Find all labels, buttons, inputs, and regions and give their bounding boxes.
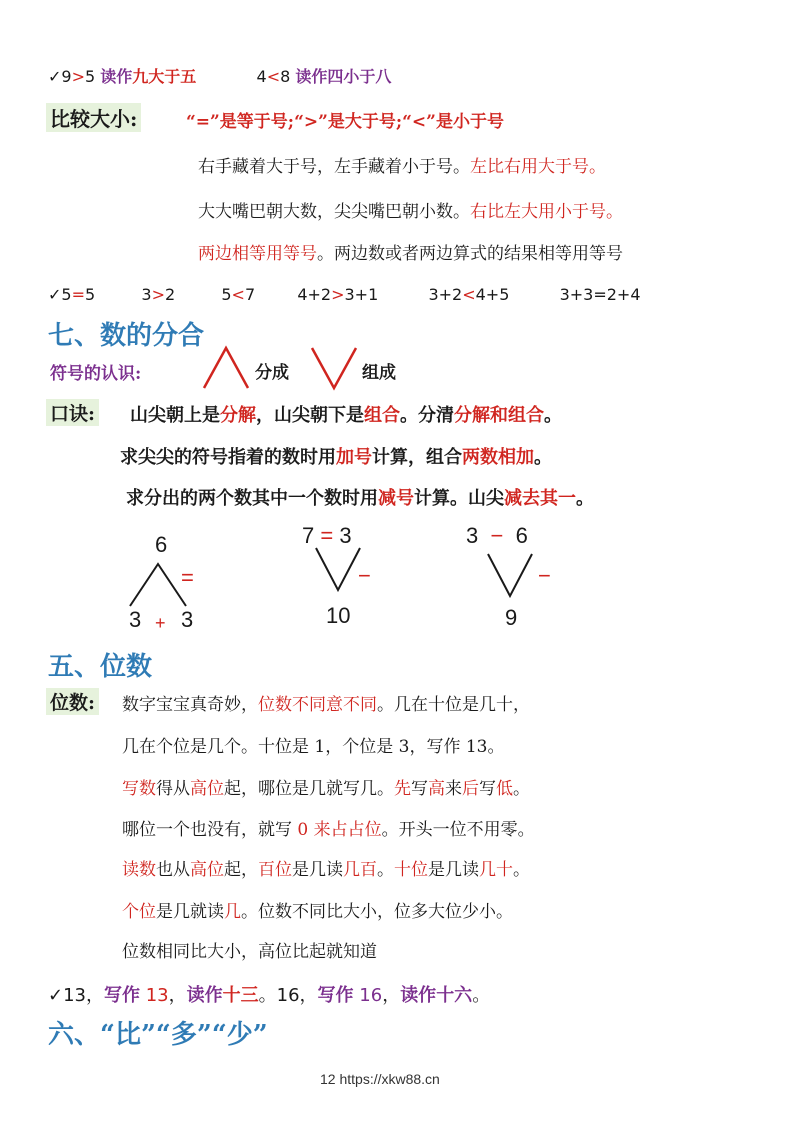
examples-line: ✓5=5 3>2 5<7 4+2>3+1 3+2<4+5 3+3=2+4 bbox=[48, 285, 641, 304]
rhyme-label: 口诀: bbox=[46, 399, 99, 426]
rhyme-line-1: 山尖朝上是分解，山尖朝下是组合。分清分解和组合。 bbox=[130, 405, 562, 426]
check-icon: ✓ bbox=[48, 285, 62, 304]
diagram-2-left: 7 = 3 bbox=[302, 523, 352, 548]
page-footer bbox=[320, 1071, 440, 1087]
check-icon: ✓ bbox=[48, 985, 64, 1006]
rhyme-line-3: 求分出的两个数其中一个数时用减号计算。山尖减去其一。 bbox=[126, 488, 594, 509]
split-text: 分成 bbox=[255, 363, 289, 383]
compare-rule-3: 两边相等用等号。两边数或者两边算式的结果相等用等号 bbox=[198, 244, 623, 264]
symbol-label: 符号的认识: bbox=[50, 364, 142, 384]
digits-line-2: 几在个位是几个。十位是 1，个位是 3，写作 13。 bbox=[122, 737, 505, 757]
diagram-1-left: 3 bbox=[129, 607, 142, 632]
diagram-1-top: 6 bbox=[155, 532, 168, 557]
check-icon: ✓ bbox=[48, 67, 62, 86]
compare-label: 比较大小: bbox=[46, 103, 141, 132]
digits-line-3: 写数得从高位起，哪位是几就写几。先写高来后写低。 bbox=[122, 779, 530, 799]
diagram-1-right: 3 bbox=[181, 607, 194, 632]
diagram-3-combine-icon bbox=[486, 552, 538, 598]
line-top: ✓9>5 读作九大于五 4<8 读作四小于八 bbox=[48, 67, 392, 86]
digits-line-1: 数字宝宝真奇妙，位数不同意不同。几在十位是几十， bbox=[122, 695, 530, 715]
diagram-3-top: 3 − 6 bbox=[466, 523, 528, 548]
digits-line-6: 个位是几就读几。位数不同比大小，位多大位少小。 bbox=[122, 902, 513, 922]
footer-url: https://xkw88.cn bbox=[339, 1071, 440, 1087]
digits-line-7: 位数相同比大小，高位比起就知道 bbox=[122, 942, 377, 962]
compare-rule-2: 大大嘴巴朝大数，尖尖嘴巴朝小数。右比左大用小于号。 bbox=[198, 202, 623, 222]
digits-line-4: 哪位一个也没有，就写 0 来占占位。开头一位不用零。 bbox=[122, 820, 535, 840]
diagram-2-minus: − bbox=[358, 563, 371, 588]
diagram-2-bottom: 10 bbox=[326, 603, 351, 628]
split-symbol-icon bbox=[202, 344, 254, 390]
compare-rule-1: 右手藏着大于号，左手藏着小于号。左比右用大于号。 bbox=[198, 157, 606, 177]
page-number: 12 bbox=[320, 1071, 336, 1087]
rhyme-line-2: 求尖尖的符号指着的数时用加号计算，组合两数相加。 bbox=[120, 447, 552, 468]
compare-desc: “=”是等于号;“>”是大于号;“<”是小于号 bbox=[186, 112, 504, 132]
section-6-title: 六、“比”“多”“少” bbox=[48, 1020, 268, 1050]
digits-line-5: 读数也从高位起，百位是几读几百。十位是几读几十。 bbox=[122, 860, 530, 880]
example-13-16: ✓13，写作 13，读作十三。16，写作 16，读作十六。 bbox=[48, 985, 491, 1006]
combine-symbol-icon bbox=[310, 344, 362, 390]
diagram-1-equals: = bbox=[181, 565, 194, 590]
diagram-3-minus: − bbox=[538, 563, 551, 588]
diagram-1-plus: + bbox=[155, 613, 166, 633]
section-5-title: 五、位数 bbox=[48, 652, 153, 682]
diagram-3-bottom: 9 bbox=[505, 605, 518, 630]
section-7-title: 七、数的分合 bbox=[48, 321, 205, 351]
combine-text: 组成 bbox=[362, 363, 396, 383]
digits-label: 位数: bbox=[46, 688, 99, 715]
